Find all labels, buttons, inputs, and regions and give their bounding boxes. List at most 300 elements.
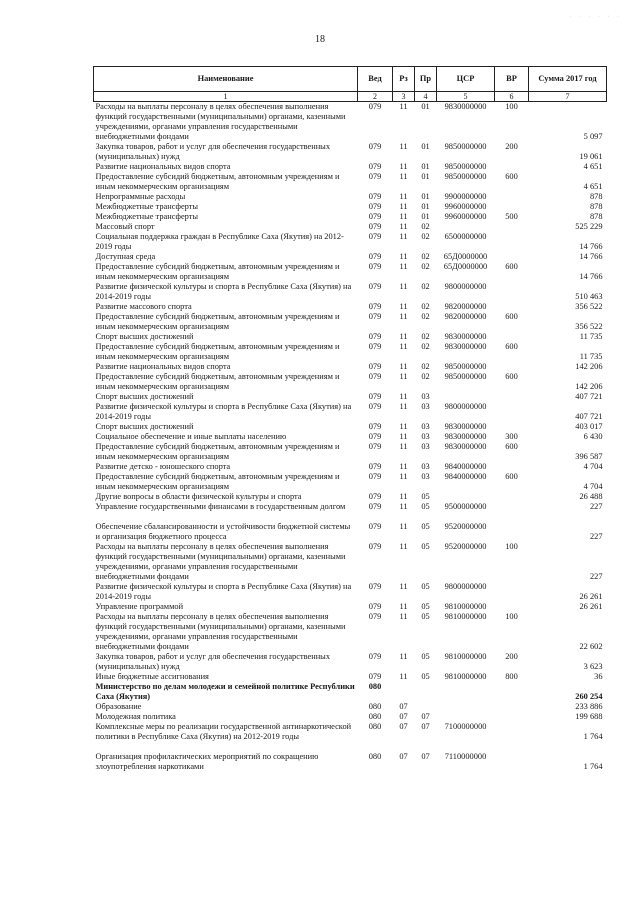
- cell-ved: 079: [368, 332, 382, 341]
- cell-pr: [415, 702, 437, 712]
- cell-vr: 100: [505, 542, 518, 551]
- cell-name: Спорт высших достижений: [95, 392, 194, 401]
- cell-vr: [495, 162, 529, 172]
- cell-csr: 9830000000: [444, 102, 487, 111]
- cell-rz: 11: [399, 652, 408, 661]
- cell-rz: 07: [399, 702, 408, 711]
- cell-pr: 05: [421, 502, 430, 511]
- header-csr: ЦСР: [437, 67, 495, 92]
- cell-rz: 07: [399, 712, 408, 721]
- cell-rz: 11: [399, 432, 408, 441]
- table-row: [94, 672, 607, 682]
- cell-rz: 11: [399, 252, 408, 261]
- cell-pr: 03: [421, 472, 430, 481]
- cell-pr: 01: [421, 202, 430, 211]
- cell-pr: 05: [421, 672, 430, 681]
- cell-ved: 079: [368, 342, 382, 351]
- cell-vr: 600: [505, 262, 518, 271]
- cell-name: Социальное обеспечение и иные выплаты населению: [95, 432, 287, 441]
- cell-sum: 19 061: [579, 152, 603, 161]
- table-row: [94, 712, 607, 722]
- cell-name: Расходы на выплаты персоналу в целях обеспечения выполнения функций государственными (муниципальными) органами, казенными учреждениями, органами управления государственными внебюджетными фондами: [95, 612, 346, 651]
- cell-vr: [495, 462, 529, 472]
- table-row: [94, 262, 607, 282]
- table-row: [94, 472, 607, 492]
- cell-csr: 9810000000: [444, 652, 487, 661]
- cell-sum: 1 764: [583, 762, 603, 771]
- table-row: [94, 602, 607, 612]
- cell-rz: 11: [399, 442, 408, 451]
- cell-ved: 079: [368, 582, 382, 591]
- cell-rz: 11: [399, 192, 408, 201]
- table-row: [94, 722, 607, 742]
- cell-ved: 079: [368, 102, 382, 111]
- table-row: [94, 142, 607, 162]
- cell-vr: [495, 722, 529, 742]
- cell-ved: 079: [368, 282, 382, 291]
- cell-sum: 407 721: [575, 412, 603, 421]
- cell-name: Иные бюджетные ассигнования: [95, 672, 209, 681]
- cell-rz: 11: [399, 502, 408, 511]
- cell-ved: 079: [368, 252, 382, 261]
- cell-csr: 9800000000: [444, 582, 487, 591]
- cell-csr: 9840000000: [444, 472, 487, 481]
- column-number: 2: [358, 92, 393, 102]
- cell-csr: 9850000000: [444, 372, 487, 381]
- table-row: [94, 302, 607, 312]
- cell-sum: 4 651: [583, 182, 603, 191]
- cell-sum: 26 488: [579, 492, 603, 501]
- cell-csr: 9800000000: [444, 402, 487, 411]
- table-row: [94, 222, 607, 232]
- cell-ved: 079: [368, 432, 382, 441]
- cell-name: Развитие физической культуры и спорта в Республике Саха (Якутия) на 2014-2019 годы: [95, 282, 352, 301]
- cell-vr: [495, 232, 529, 252]
- cell-vr: [495, 712, 529, 722]
- cell-rz: 11: [399, 342, 408, 351]
- cell-rz: 11: [399, 492, 408, 501]
- cell-sum: 14 766: [579, 272, 603, 281]
- cell-sum: 199 688: [575, 712, 603, 721]
- cell-sum: 227: [589, 532, 603, 541]
- cell-rz: 11: [399, 232, 408, 241]
- cell-csr: 65Д0000000: [443, 262, 488, 271]
- table-row: [94, 172, 607, 192]
- cell-name: Предоставление субсидий бюджетным, автономным учреждениям и иным некоммерческим организациям: [95, 442, 340, 461]
- cell-rz: 11: [399, 542, 408, 551]
- cell-vr: 500: [505, 212, 518, 221]
- cell-vr: 200: [505, 142, 518, 151]
- cell-name: Доступная среда: [95, 252, 156, 261]
- cell-csr: 9840000000: [444, 462, 487, 471]
- cell-csr: 9900000000: [444, 192, 487, 201]
- cell-pr: 07: [421, 722, 430, 731]
- cell-pr: 07: [421, 752, 430, 761]
- table-row: [94, 332, 607, 342]
- cell-rz: 11: [399, 172, 408, 181]
- cell-rz: 11: [399, 462, 408, 471]
- cell-pr: 05: [421, 612, 430, 621]
- cell-ved: 079: [368, 392, 382, 401]
- cell-vr: [495, 682, 529, 702]
- cell-ved: 079: [368, 312, 382, 321]
- cell-sum: 227: [589, 572, 603, 581]
- cell-vr: [495, 402, 529, 422]
- cell-pr: 02: [421, 232, 430, 241]
- header-pr: Пр: [415, 67, 437, 92]
- cell-pr: 05: [421, 652, 430, 661]
- cell-pr: 02: [421, 252, 430, 261]
- cell-ved: 079: [368, 652, 382, 661]
- table-row: [94, 502, 607, 512]
- cell-rz: 11: [399, 582, 408, 591]
- cell-pr: 02: [421, 262, 430, 271]
- cell-name: Закупка товаров, работ и услуг для обеспечения государственных (муниципальных) нужд: [95, 142, 331, 161]
- cell-rz: 11: [399, 612, 408, 621]
- cell-pr: 03: [421, 392, 430, 401]
- cell-vr: 600: [505, 472, 518, 481]
- header-rz: Рз: [393, 67, 415, 92]
- cell-ved: 079: [368, 162, 382, 171]
- cell-vr: 200: [505, 652, 518, 661]
- cell-csr: 7100000000: [444, 722, 487, 731]
- cell-name: Организация профилактических мероприятий по сокращению злоупотребления наркотиками: [95, 752, 319, 771]
- cell-pr: 07: [421, 712, 430, 721]
- table-row: [94, 282, 607, 302]
- header-row: [94, 67, 607, 92]
- cell-name: Управление государственными финансами в государственным долгом: [95, 502, 346, 511]
- cell-csr: 9810000000: [444, 672, 487, 681]
- cell-vr: [495, 202, 529, 212]
- cell-sum: 407 721: [575, 392, 603, 401]
- cell-name: Предоставление субсидий бюджетным, автономным учреждениям и иным некоммерческим организациям: [95, 312, 340, 331]
- cell-csr: 9850000000: [444, 142, 487, 151]
- cell-name: Министерство по делам молодежи и семейной политике Республики Саха (Якутия): [95, 682, 355, 701]
- cell-ved: 079: [368, 262, 382, 271]
- table-row: [94, 362, 607, 372]
- cell-ved: 079: [368, 302, 382, 311]
- header-vr: ВР: [495, 67, 529, 92]
- cell-vr: [495, 512, 529, 542]
- cell-csr: [437, 702, 495, 712]
- cell-pr: 03: [421, 402, 430, 411]
- cell-rz: 11: [399, 392, 408, 401]
- cell-ved: 079: [368, 522, 382, 531]
- budget-table: [93, 66, 607, 772]
- cell-pr: 02: [421, 362, 430, 371]
- cell-sum: 1 764: [583, 732, 603, 741]
- column-number: 5: [437, 92, 495, 102]
- cell-csr: [437, 222, 495, 232]
- cell-name: Спорт высших достижений: [95, 422, 194, 431]
- cell-vr: [495, 192, 529, 202]
- column-number-row: [94, 92, 607, 102]
- cell-sum: 11 735: [579, 352, 603, 361]
- cell-sum: 36: [594, 672, 603, 681]
- cell-csr: 9850000000: [444, 172, 487, 181]
- table-row: [94, 212, 607, 222]
- table-row: [94, 462, 607, 472]
- cell-name: Предоставление субсидий бюджетным, автономным учреждениям и иным некоммерческим организациям: [95, 342, 340, 361]
- cell-vr: [495, 742, 529, 772]
- cell-sum: 356 522: [575, 322, 603, 331]
- cell-rz: 11: [399, 102, 408, 111]
- cell-csr: [437, 682, 495, 702]
- cell-ved: 080: [368, 702, 382, 711]
- cell-name: Предоставление субсидий бюджетным, автономным учреждениям и иным некоммерческим организациям: [95, 372, 340, 391]
- cell-rz: 11: [399, 522, 408, 531]
- cell-vr: [495, 502, 529, 512]
- scan-artifact: · · · · · ·: [569, 14, 622, 20]
- cell-csr: 9810000000: [444, 602, 487, 611]
- column-number: 1: [94, 92, 358, 102]
- table-row: [94, 162, 607, 172]
- cell-rz: 11: [399, 332, 408, 341]
- table-row: [94, 312, 607, 332]
- cell-vr: [495, 602, 529, 612]
- cell-csr: 9520000000: [444, 522, 487, 531]
- cell-pr: 02: [421, 282, 430, 291]
- cell-csr: [437, 712, 495, 722]
- cell-rz: 11: [399, 262, 408, 271]
- table-row: [94, 742, 607, 772]
- cell-rz: 07: [399, 752, 408, 761]
- cell-pr: 05: [421, 522, 430, 531]
- cell-name: Управление программой: [95, 602, 184, 611]
- cell-pr: 01: [421, 212, 430, 221]
- table-row: [94, 342, 607, 362]
- cell-name: Непрограммные расходы: [95, 192, 186, 201]
- cell-ved: 079: [368, 462, 382, 471]
- cell-vr: 100: [505, 612, 518, 621]
- cell-ved: 079: [368, 222, 382, 231]
- table-row: [94, 612, 607, 652]
- cell-pr: 03: [421, 422, 430, 431]
- cell-ved: 079: [368, 502, 382, 511]
- cell-ved: 079: [368, 602, 382, 611]
- cell-vr: [495, 392, 529, 402]
- cell-name: Развитие национальных видов спорта: [95, 162, 231, 171]
- cell-vr: [495, 282, 529, 302]
- cell-sum: 4 651: [583, 162, 603, 171]
- cell-rz: 11: [399, 672, 408, 681]
- table-row: [94, 202, 607, 212]
- column-number: 6: [495, 92, 529, 102]
- cell-ved: 079: [368, 192, 382, 201]
- cell-csr: 9820000000: [444, 312, 487, 321]
- cell-pr: 02: [421, 332, 430, 341]
- table-row: [94, 232, 607, 252]
- cell-name: Развитие физической культуры и спорта в Республике Саха (Якутия) на 2014-2019 годы: [95, 582, 352, 601]
- cell-csr: 65Д0000000: [443, 252, 488, 261]
- cell-sum: 4 704: [583, 482, 603, 491]
- cell-csr: 9830000000: [444, 422, 487, 431]
- cell-sum: 356 522: [575, 302, 603, 311]
- cell-pr: 02: [421, 222, 430, 231]
- cell-ved: 079: [368, 402, 382, 411]
- cell-rz: 11: [399, 142, 408, 151]
- cell-vr: 800: [505, 672, 518, 681]
- cell-vr: 600: [505, 312, 518, 321]
- cell-vr: [495, 492, 529, 502]
- cell-ved: 080: [368, 682, 382, 691]
- cell-rz: 07: [399, 722, 408, 731]
- cell-sum: 227: [589, 502, 603, 511]
- cell-rz: 11: [399, 472, 408, 481]
- cell-ved: 079: [368, 672, 382, 681]
- cell-vr: [495, 252, 529, 262]
- cell-vr: [495, 362, 529, 372]
- table-row: [94, 492, 607, 502]
- column-number: 7: [529, 92, 607, 102]
- cell-name: Развитие физической культуры и спорта в Республике Саха (Якутия) на 2014-2019 годы: [95, 402, 352, 421]
- cell-pr: 05: [421, 602, 430, 611]
- cell-csr: 7110000000: [444, 752, 487, 761]
- cell-pr: 01: [421, 102, 430, 111]
- table-row: [94, 442, 607, 462]
- cell-vr: 300: [505, 432, 518, 441]
- cell-sum: 142 206: [575, 362, 603, 371]
- cell-vr: 600: [505, 172, 518, 181]
- cell-pr: 02: [421, 372, 430, 381]
- cell-pr: 05: [421, 542, 430, 551]
- cell-csr: 9830000000: [444, 432, 487, 441]
- cell-sum: 525 229: [575, 222, 603, 231]
- cell-vr: 600: [505, 342, 518, 351]
- cell-sum: 396 587: [575, 452, 603, 461]
- cell-rz: 11: [399, 422, 408, 431]
- cell-pr: 03: [421, 462, 430, 471]
- cell-ved: 079: [368, 142, 382, 151]
- cell-pr: 01: [421, 172, 430, 181]
- cell-name: Массовый спорт: [95, 222, 155, 231]
- cell-ved: 080: [368, 752, 382, 761]
- cell-vr: 600: [505, 372, 518, 381]
- cell-name: Другие вопросы в области физической культуры и спорта: [95, 492, 302, 501]
- cell-name: Развитие детско - юношеского спорта: [95, 462, 231, 471]
- table-row: [94, 402, 607, 422]
- cell-pr: 01: [421, 142, 430, 151]
- cell-vr: [495, 302, 529, 312]
- cell-name: Расходы на выплаты персоналу в целях обеспечения выполнения функций государственными (муниципальными) органами, казенными учреждениями, органами управления государственными внебюджетными фондами: [95, 102, 346, 141]
- cell-csr: 9800000000: [444, 282, 487, 291]
- cell-sum: 6 430: [583, 432, 603, 441]
- table-body: [94, 102, 607, 773]
- cell-rz: 11: [399, 312, 408, 321]
- cell-ved: 079: [368, 232, 382, 241]
- cell-sum: 233 886: [575, 702, 603, 711]
- cell-pr: [415, 682, 437, 702]
- cell-rz: 11: [399, 362, 408, 371]
- cell-sum: 4 704: [583, 462, 603, 471]
- cell-csr: 9960000000: [444, 202, 487, 211]
- cell-ved: 080: [368, 712, 382, 721]
- cell-csr: 9830000000: [444, 342, 487, 351]
- cell-name: Предоставление субсидий бюджетным, автономным учреждениям и иным некоммерческим организациям: [95, 172, 340, 191]
- cell-vr: [495, 702, 529, 712]
- cell-rz: 11: [399, 372, 408, 381]
- cell-pr: 05: [421, 582, 430, 591]
- cell-rz: 11: [399, 212, 408, 221]
- cell-sum: 11 735: [579, 332, 603, 341]
- cell-pr: 03: [421, 442, 430, 451]
- table-row: [94, 252, 607, 262]
- cell-rz: 11: [399, 282, 408, 291]
- cell-vr: [495, 422, 529, 432]
- cell-pr: 02: [421, 312, 430, 321]
- cell-name: Расходы на выплаты персоналу в целях обеспечения выполнения функций государственными (муниципальными) органами, казенными учреждениями, органами управления государственными внебюджетными фондами: [95, 542, 346, 581]
- cell-sum: 878: [589, 212, 603, 221]
- cell-ved: 079: [368, 492, 382, 501]
- cell-csr: 9810000000: [444, 612, 487, 621]
- cell-rz: 11: [399, 302, 408, 311]
- cell-sum: 878: [589, 192, 603, 201]
- header-name: Наименование: [94, 67, 358, 92]
- cell-name: Спорт высших достижений: [95, 332, 194, 341]
- cell-name: Молодежная политика: [95, 712, 176, 721]
- cell-vr: 600: [505, 442, 518, 451]
- cell-csr: 9520000000: [444, 542, 487, 551]
- page-number: 18: [315, 34, 325, 45]
- column-number: 3: [393, 92, 415, 102]
- cell-vr: [495, 222, 529, 232]
- cell-pr: 05: [421, 492, 430, 501]
- table-row: [94, 682, 607, 702]
- cell-csr: 9820000000: [444, 302, 487, 311]
- cell-ved: 079: [368, 442, 382, 451]
- cell-ved: 079: [368, 362, 382, 371]
- cell-csr: 9960000000: [444, 212, 487, 221]
- cell-csr: 9830000000: [444, 332, 487, 341]
- cell-name: Развитие массового спорта: [95, 302, 192, 311]
- cell-csr: 9850000000: [444, 362, 487, 371]
- table-row: [94, 102, 607, 143]
- cell-sum: 26 261: [579, 592, 603, 601]
- cell-name: Развитие национальных видов спорта: [95, 362, 231, 371]
- cell-vr: [495, 582, 529, 602]
- cell-sum: 5 097: [583, 132, 603, 141]
- cell-sum: 142 206: [575, 382, 603, 391]
- cell-name: Обеспечение сбалансированности и устойчивости бюджетной системы и организация бюджетного процесса: [95, 522, 351, 541]
- cell-pr: 02: [421, 302, 430, 311]
- cell-sum: 22 602: [579, 642, 603, 651]
- cell-ved: 080: [368, 722, 382, 731]
- cell-ved: 079: [368, 372, 382, 381]
- table-row: [94, 432, 607, 442]
- cell-ved: 079: [368, 472, 382, 481]
- table-row: [94, 652, 607, 672]
- column-number: 4: [415, 92, 437, 102]
- cell-pr: 01: [421, 192, 430, 201]
- cell-vr: [495, 332, 529, 342]
- header-sum: Сумма 2017 год: [529, 67, 607, 92]
- cell-sum: 14 766: [579, 242, 603, 251]
- cell-ved: 079: [368, 172, 382, 181]
- cell-csr: 9830000000: [444, 442, 487, 451]
- cell-ved: 079: [368, 422, 382, 431]
- cell-sum: 3 623: [583, 662, 603, 671]
- cell-sum: 14 766: [579, 252, 603, 261]
- cell-rz: 11: [399, 402, 408, 411]
- table-row: [94, 192, 607, 202]
- cell-name: Предоставление субсидий бюджетным, автономным учреждениям и иным некоммерческим организациям: [95, 472, 340, 491]
- cell-name: Комплексные меры по реализации государственной антинаркотической политики в Республике Саха (Якутия) на 2012-2019 годы: [95, 722, 352, 741]
- cell-csr: [437, 392, 495, 402]
- cell-rz: 11: [399, 202, 408, 211]
- table-row: [94, 422, 607, 432]
- header-ved: Вед: [358, 67, 393, 92]
- cell-sum: 403 017: [575, 422, 603, 431]
